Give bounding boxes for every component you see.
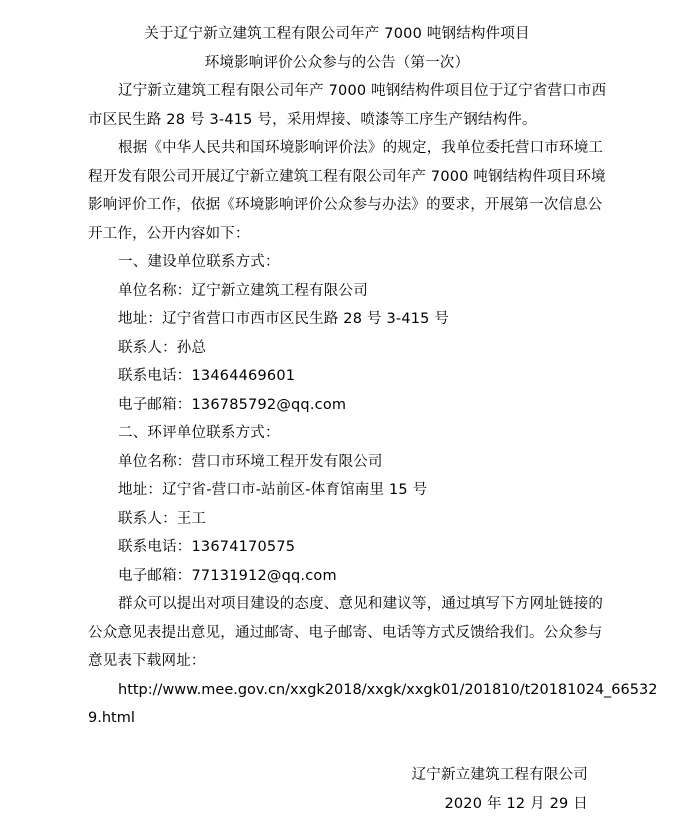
builder-contact-person: 联系人：孙总 <box>118 339 207 356</box>
eia-email: 电子邮箱：77131912@qq.com <box>118 567 337 584</box>
builder-phone: 联系电话：13464469601 <box>118 368 296 384</box>
builder-email: 电子邮箱：136785792@qq.com <box>118 396 347 413</box>
feedback-line-2: 公众意见表提出意见，通过邮寄、电子邮寄、电话等方式反馈给我们。公众参与 <box>88 624 603 641</box>
download-url-line-2: 9.html <box>88 710 135 726</box>
feedback-line-3: 意见表下载网址： <box>88 653 206 669</box>
builder-address: 地址：辽宁省营口市西市区民生路 28 号 3-415 号 <box>118 311 450 327</box>
builder-company-name: 单位名称：辽宁新立建筑工程有限公司 <box>118 282 368 299</box>
signature-date: 2020 年 12 月 29 日 <box>444 795 588 812</box>
title-line-2: 环境影响评价公众参与的公告（第一次） <box>204 54 470 71</box>
basis-line-2: 程开发有限公司开展辽宁新立建筑工程有限公司年产 7000 吨钢结构件项目环境 <box>88 168 606 185</box>
eia-contact-person: 联系人：王工 <box>118 510 207 527</box>
blank-line <box>0 733 674 762</box>
eia-company-name: 单位名称：营口市环境工程开发有限公司 <box>118 453 383 470</box>
eia-section-heading: 二、环评单位联系方式： <box>118 425 280 441</box>
builder-section-heading: 一、建设单位联系方式： <box>118 254 280 270</box>
signature-company: 辽宁新立建筑工程有限公司 <box>411 767 588 783</box>
basis-line-1: 根据《中华人民共和国环境影响评价法》的规定，我单位委托营口市环境工 <box>118 140 604 156</box>
eia-address: 地址：辽宁省-营口市-站前区-体育馆南里 15 号 <box>118 482 428 498</box>
download-url-line-1: http://www.mee.gov.cn/xxgk2018/xxgk/xxgk01/201810/t20181024_66532 <box>118 681 658 698</box>
eia-phone: 联系电话：13674170575 <box>118 539 296 555</box>
intro-line-2: 市区民生路 28 号 3-415 号，采用焊接、喷漆等工序生产钢结构件。 <box>88 111 537 128</box>
intro-line-1: 辽宁新立建筑工程有限公司年产 7000 吨钢结构件项目位于辽宁省营口市西 <box>118 83 607 99</box>
title-line-1: 关于辽宁新立建筑工程有限公司年产 7000 吨钢结构件项目 <box>144 26 530 42</box>
feedback-line-1: 群众可以提出对项目建设的态度、意见和建议等，通过填写下方网址链接的 <box>118 596 604 612</box>
basis-line-4: 开工作，公开内容如下： <box>88 225 250 242</box>
basis-line-3: 影响评价工作，依据《环境影响评价公众参与办法》的要求，开展第一次信息公 <box>88 197 603 213</box>
